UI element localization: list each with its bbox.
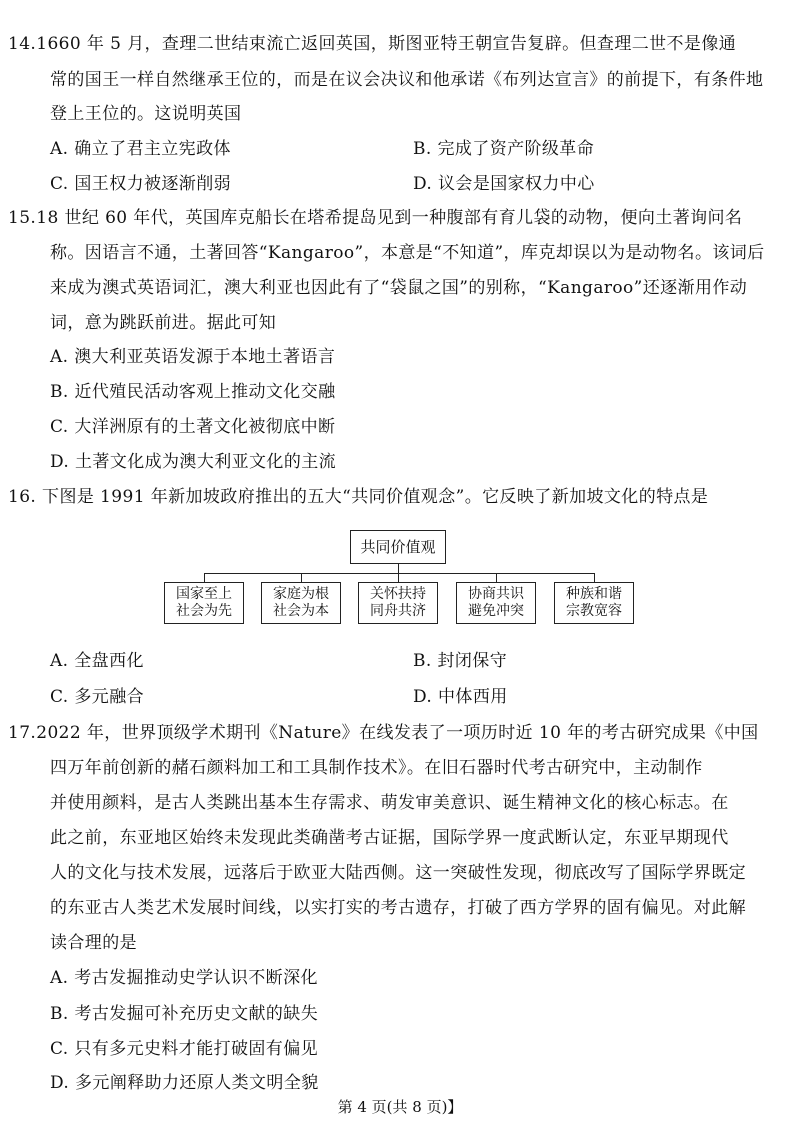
diagram-child-box-3 bbox=[358, 582, 438, 624]
q16-option-c: C. 多元融合 bbox=[50, 687, 145, 707]
q14-line-3: 登上王位的。这说明英国 bbox=[50, 104, 242, 124]
q17-line-1: 17.2022 年，世界顶级学术期刊《Nature》在线发表了一项历时近 10 年的考古研究成果《中国 bbox=[8, 723, 759, 743]
q15-line-2: 称。因语言不通，土著回答“Kangaroo”，本意是“不知道”，库克却误以为是动物名。该词后 bbox=[50, 243, 765, 263]
diagram-child-1-line-2: 社会为先 bbox=[176, 603, 232, 619]
q14-option-c: C. 国王权力被逐渐削弱 bbox=[50, 174, 232, 194]
diagram-root-label: 共同价值观 bbox=[360, 537, 436, 556]
diagram-child-3-line-1: 关怀扶持 bbox=[370, 586, 426, 602]
q15-option-c: C. 大洋洲原有的土著文化被彻底中断 bbox=[50, 417, 336, 437]
q14-option-d: D. 议会是国家权力中心 bbox=[413, 174, 595, 194]
diagram-child-box-1 bbox=[164, 582, 244, 624]
q17-option-a: A. 考古发掘推动史学认识不断深化 bbox=[50, 968, 318, 988]
q16-option-b: B. 封闭保守 bbox=[413, 651, 508, 671]
diagram-child-box-2 bbox=[261, 582, 341, 624]
q17-line-3: 并使用颜料，是古人类跳出基本生存需求、萌发审美意识、诞生精神文化的核心标志。在 bbox=[50, 793, 729, 813]
q17-line-6: 的东亚古人类艺术发展时间线，以实打实的考古遗存，打破了西方学界的固有偏见。对此解 bbox=[50, 898, 746, 918]
diagram-connector-5 bbox=[594, 573, 595, 582]
diagram-connector-1 bbox=[204, 573, 205, 582]
q17-line-4: 此之前，东亚地区始终未发现此类确凿考古证据，国际学界一度武断认定，东亚早期现代 bbox=[50, 828, 729, 848]
diagram-child-box-4 bbox=[456, 582, 536, 624]
diagram-child-2-line-2: 社会为本 bbox=[273, 603, 329, 619]
q16-line-1: 16. 下图是 1991 年新加坡政府推出的五大“共同价值观念”。它反映了新加坡文化的特点是 bbox=[8, 487, 709, 507]
diagram-child-3-line-2: 同舟共济 bbox=[370, 603, 426, 619]
q17-line-7: 读合理的是 bbox=[50, 933, 137, 953]
q17-option-c: C. 只有多元史料才能打破固有偏见 bbox=[50, 1039, 319, 1059]
diagram-child-box-5 bbox=[554, 582, 634, 624]
diagram-connector-bar bbox=[204, 573, 594, 574]
q16-option-d: D. 中体西用 bbox=[413, 687, 508, 707]
page-footer: 第 4 页(共 8 页)】 bbox=[337, 1098, 463, 1116]
diagram-root-box bbox=[350, 530, 446, 564]
value-diagram bbox=[160, 530, 650, 630]
diagram-child-4-line-2: 避免冲突 bbox=[468, 603, 524, 619]
q16-option-a: A. 全盘西化 bbox=[50, 651, 144, 671]
diagram-child-5-line-1: 种族和谐 bbox=[566, 586, 622, 602]
diagram-connector-4 bbox=[496, 573, 497, 582]
q15-option-b: B. 近代殖民活动客观上推动文化交融 bbox=[50, 382, 336, 402]
q14-line-1: 14.1660 年 5 月，查理二世结束流亡返回英国，斯图亚特王朝宣告复辟。但查理二世不是像通 bbox=[8, 34, 737, 54]
q14-option-b: B. 完成了资产阶级革命 bbox=[413, 139, 595, 159]
diagram-child-4-line-1: 协商共识 bbox=[468, 586, 524, 602]
diagram-child-2-line-1: 家庭为根 bbox=[273, 586, 329, 602]
q15-line-3: 来成为澳式英语词汇，澳大利亚也因此有了“袋鼠之国”的别称，“Kangaroo”还逐渐用作动 bbox=[50, 278, 748, 298]
diagram-connector-2 bbox=[301, 573, 302, 582]
q17-option-d: D. 多元阐释助力还原人类文明全貌 bbox=[50, 1073, 319, 1093]
diagram-child-5-line-2: 宗教宽容 bbox=[566, 603, 622, 619]
diagram-connector-trunk bbox=[398, 564, 399, 573]
diagram-connector-3 bbox=[398, 573, 399, 582]
q15-line-1: 15.18 世纪 60 年代，英国库克船长在塔希提岛见到一种腹部有育儿袋的动物，便向土著询问名 bbox=[8, 208, 743, 228]
q17-line-5: 人的文化与技术发展，远落后于欧亚大陆西侧。这一突破性发现，彻底改写了国际学界既定 bbox=[50, 863, 746, 883]
q15-option-a: A. 澳大利亚英语发源于本地土著语言 bbox=[50, 347, 336, 367]
diagram-child-1-line-1: 国家至上 bbox=[176, 586, 232, 602]
q15-option-d: D. 土著文化成为澳大利亚文化的主流 bbox=[50, 452, 337, 472]
q14-line-2: 常的国王一样自然继承王位的，而是在议会决议和他承诺《布列达宣言》的前提下，有条件地 bbox=[50, 70, 764, 90]
q17-option-b: B. 考古发掘可补充历史文献的缺失 bbox=[50, 1004, 319, 1024]
q14-option-a: A. 确立了君主立宪政体 bbox=[50, 139, 231, 159]
q17-line-2: 四万年前创新的赭石颜料加工和工具制作技术》。在旧石器时代考古研究中，主动制作 bbox=[50, 758, 703, 778]
q15-line-4: 词，意为跳跃前进。据此可知 bbox=[50, 313, 277, 333]
